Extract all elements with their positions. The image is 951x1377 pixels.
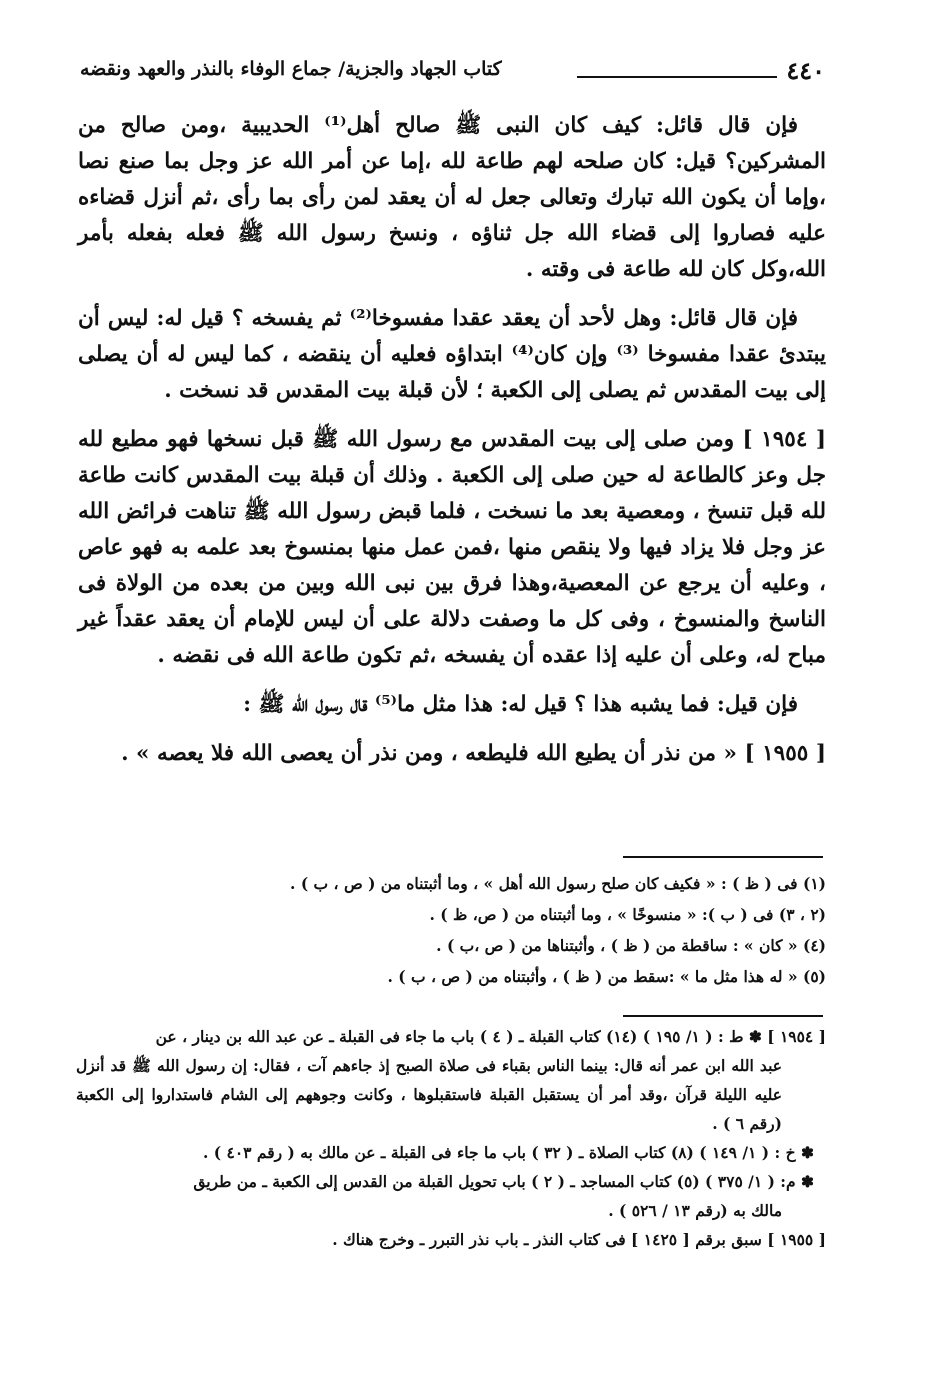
page-number: ٤٤٠ (786, 56, 825, 85)
takhrij-1954-line: [ ١٩٥٤ ] ✽ ط : ( ١/ ١٩٥ ) (١٤) كتاب القبلة ـ ( ٤ ) باب ما جاء فى القبلة ـ عن عبد الله بن دينار ، عن (155, 1027, 826, 1046)
takhrij-1955: [ ١٩٥٥ ] سبق برقم [ ١٤٢٥ ] فى كتاب النذر ـ باب نذر التبرر ـ وخرج هناك . (332, 1230, 826, 1249)
page-header (80, 56, 825, 90)
paragraph-hadith-1954: [ ١٩٥٤ ] ومن صلى إلى بيت المقدس مع رسول الله ﷺ قبل نسخها فهو مطيع لله جل وعز كالطاعة له حين صلى إلى الكعبة . وذلك أن قبلة بيت المقدس كانت طاعة لله قبل تنسخ ، ومعصية بعد ما نسخت ، فلما قبض رسول الله ﷺ تناهت فرائض الله عز وجل فلا يزاد فيها ولا ينقص منها ،فمن عمل منها بمنسوخ بعد علمه به فهو عاص ، وعليه أن يرجع عن المعصية،وهذا فرق بين نبى الله وبين من بعده من الولاة فى الناسخ والمنسوخ ، وفى كل ما وصفت دلالة على أن ليس للإمام أن يعقد عقداً غير مباح له، وعلى أن عليه إذا عقده أن يفسخه ،ثم تكون طاعة الله فى نقضه . (78, 427, 826, 668)
takhrij-muslim-rest: مالك به (رقم ١٣ / ٥٢٦ ) . (608, 1201, 782, 1220)
paragraph-1: فإن قال قائل: كيف كان النبى ﷺ صالح أهل⁽¹⁾ الحديبية ،ومن صالح من المشركين؟ قيل: كان صلحه لهم طاعة لله ،إما عن أمر الله عز وجل بما صنع نصا ،وإما أن يكون الله تبارك وتعالى جعل له أن يعقد لمن رأى بما رأى ،ثم أنزل قضاءه عليه فصاروا إلى قضاء الله جل ثناؤه ، ونسخ رسول الله ﷺ فعله بفعله بأمر الله،وكل كان لله طاعة فى وقته . (78, 113, 826, 282)
takhrij-1954-body: عبد الله ابن عمر أنه قال: بينما الناس بقباء فى صلاة الصبح إذ جاءهم آت ، فقال: إن رسول الله ﷺ قد أنزل عليه الليلة قرآن ،وقد أمر أن يستقبل القبلة فاستقبلوها ، وكانت وجوههم إلى الشام فاستداروا إلى الكعبة (رقم ٦ ) . (76, 1056, 782, 1133)
footnotes (240, 868, 826, 992)
footnote-separator (623, 856, 823, 858)
takhrij-muslim-line: ✽ م: ( ١/ ٣٧٥ ) (٥) كتاب المساجد ـ ( ٢ ) باب تحويل القبلة من القدس إلى الكعبة ـ من طريق (193, 1172, 814, 1191)
takhrij-separator (623, 1015, 823, 1017)
footnote-2-3: (٢ ، ٣) فى ( ب ): « منسوخًا » ، وما أثبتناه من ( ص، ظ ) . (429, 905, 826, 924)
paragraph-4: فإن قيل: فما يشبه هذا ؟ قيل له: هذا مثل ما⁽⁵⁾ قال رسول الله ﷺ : (243, 692, 798, 717)
takhrij-bukhari: ✽ خ : ( ١/ ١٤٩ ) (٨) كتاب الصلاة ـ ( ٣٢ ) باب ما جاء فى القبلة ـ عن مالك به ( رقم ٤٠٣ ) . (202, 1143, 814, 1162)
footnote-1: (١) فى ( ظ ) : « فكيف كان صلح رسول الله أهل » ، وما أثبتناه من ( ص ، ب ) . (290, 874, 826, 893)
takhrij-notes (76, 1022, 826, 1254)
paragraph-2: فإن قال قائل: وهل لأحد أن يعقد عقدا مفسوخا⁽²⁾ ثم يفسخه ؟ قيل له: ليس أن يبتدئ عقدا مفسوخا ⁽³⁾ وإن كان⁽⁴⁾ ابتداؤه فعليه أن ينقضه ، كما ليس له أن يصلى إلى بيت المقدس ثم يصلى إلى الكعبة ؛ لأن قبلة بيت المقدس قد نسخت . (78, 306, 827, 403)
running-title: كتاب الجهاد والجزية/ جماع الوفاء بالنذر والعهد ونقضه (80, 58, 502, 80)
footnote-4: (٤) « كان » : ساقطة من ( ظ ) ، وأثبتناها من ( ص ،ب ) . (436, 936, 826, 955)
header-rule (577, 76, 777, 78)
footnote-5: (٥) « له هذا مثل ما » :سقط من ( ظ ) ، وأثبتناه من ( ص ، ب ) . (387, 967, 826, 986)
paragraph-hadith-1955: [ ١٩٥٥ ] « من نذر أن يطيع الله فليطعه ، ومن نذر أن يعصى الله فلا يعصه » . (121, 741, 826, 766)
main-text (78, 108, 826, 785)
